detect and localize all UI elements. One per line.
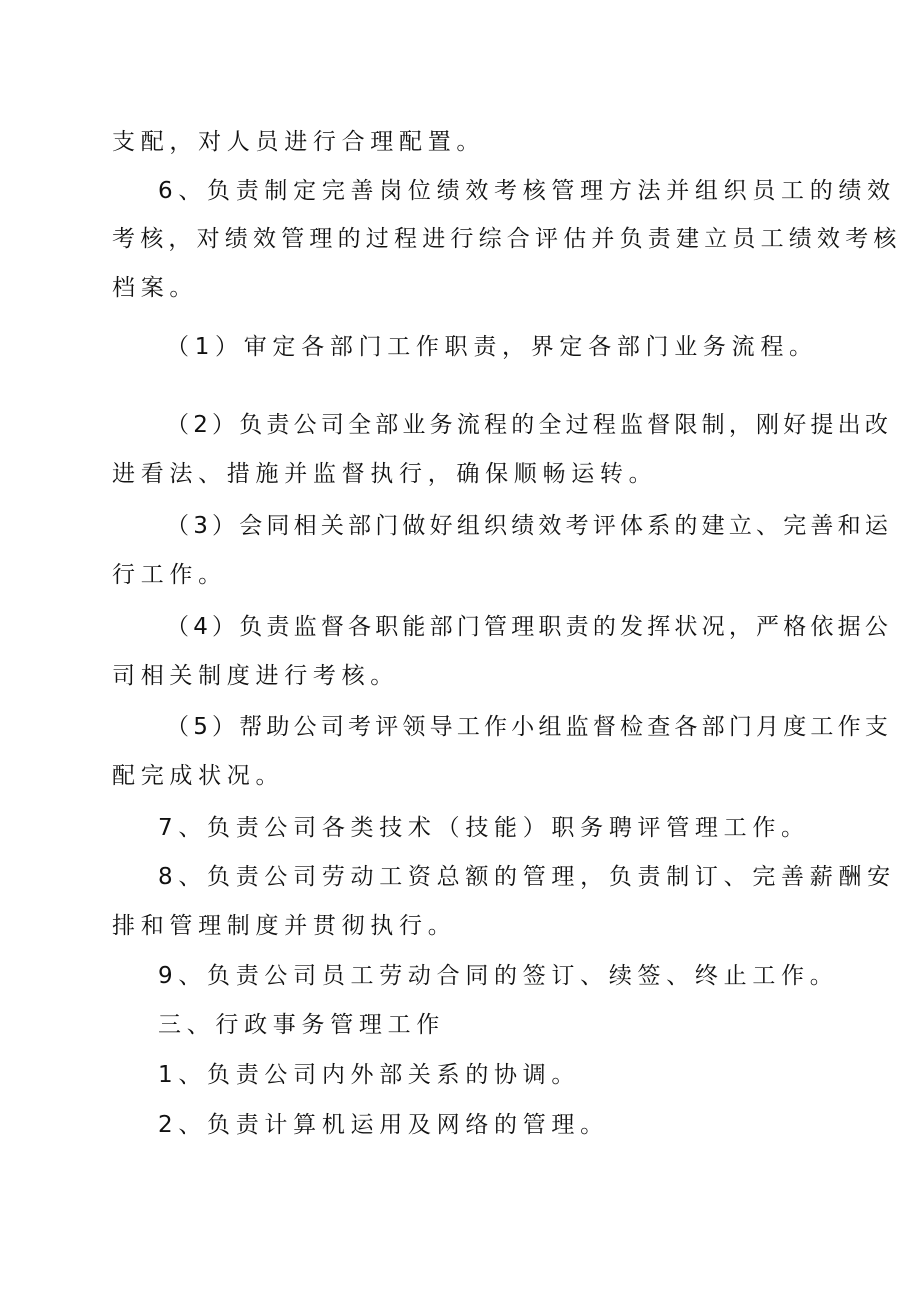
body-text-line: 进看法、措施并监督执行，确保顺畅运转。 [112,461,658,487]
list-item-9: 9、负责公司员工劳动合同的签订、续签、终止工作。 [158,963,839,989]
list-item-8: 8、负责公司劳动工资总额的管理，负责制订、完善薪酬安 [158,864,896,890]
body-text-line: 排和管理制度并贯彻执行。 [112,913,457,939]
sub-item-4: （4）负责监督各职能部门管理职责的发挥状况，严格依据公 [166,614,893,640]
sub-item-3: （3）会同相关部门做好组织绩效考评体系的建立、完善和运 [166,513,893,539]
body-text-line: 档案。 [112,275,199,301]
body-text-line: 配完成状况。 [112,763,285,789]
sub-item-2: （2）负责公司全部业务流程的全过程监督限制，刚好提出改 [166,412,893,438]
body-text-line: 司相关制度进行考核。 [112,663,399,689]
body-text-line: 支配，对人员进行合理配置。 [112,129,486,155]
list-item-2: 2、负责计算机运用及网络的管理。 [158,1112,609,1138]
section-heading: 三、行政事务管理工作 [158,1012,445,1038]
list-item-6: 6、负责制定完善岗位绩效考核管理方法并组织员工的绩效 [158,178,896,204]
body-text-line: 行工作。 [112,562,227,588]
body-text-line: 考核，对绩效管理的过程进行综合评估并负责建立员工绩效考核 [112,226,902,252]
list-item-7: 7、负责公司各类技术（技能）职务聘评管理工作。 [158,815,810,841]
sub-item-1: （1）审定各部门工作职责，界定各部门业务流程。 [166,334,818,360]
sub-item-5: （5）帮助公司考评领导工作小组监督检查各部门月度工作支 [166,714,893,740]
list-item-1: 1、负责公司内外部关系的协调。 [158,1062,581,1088]
